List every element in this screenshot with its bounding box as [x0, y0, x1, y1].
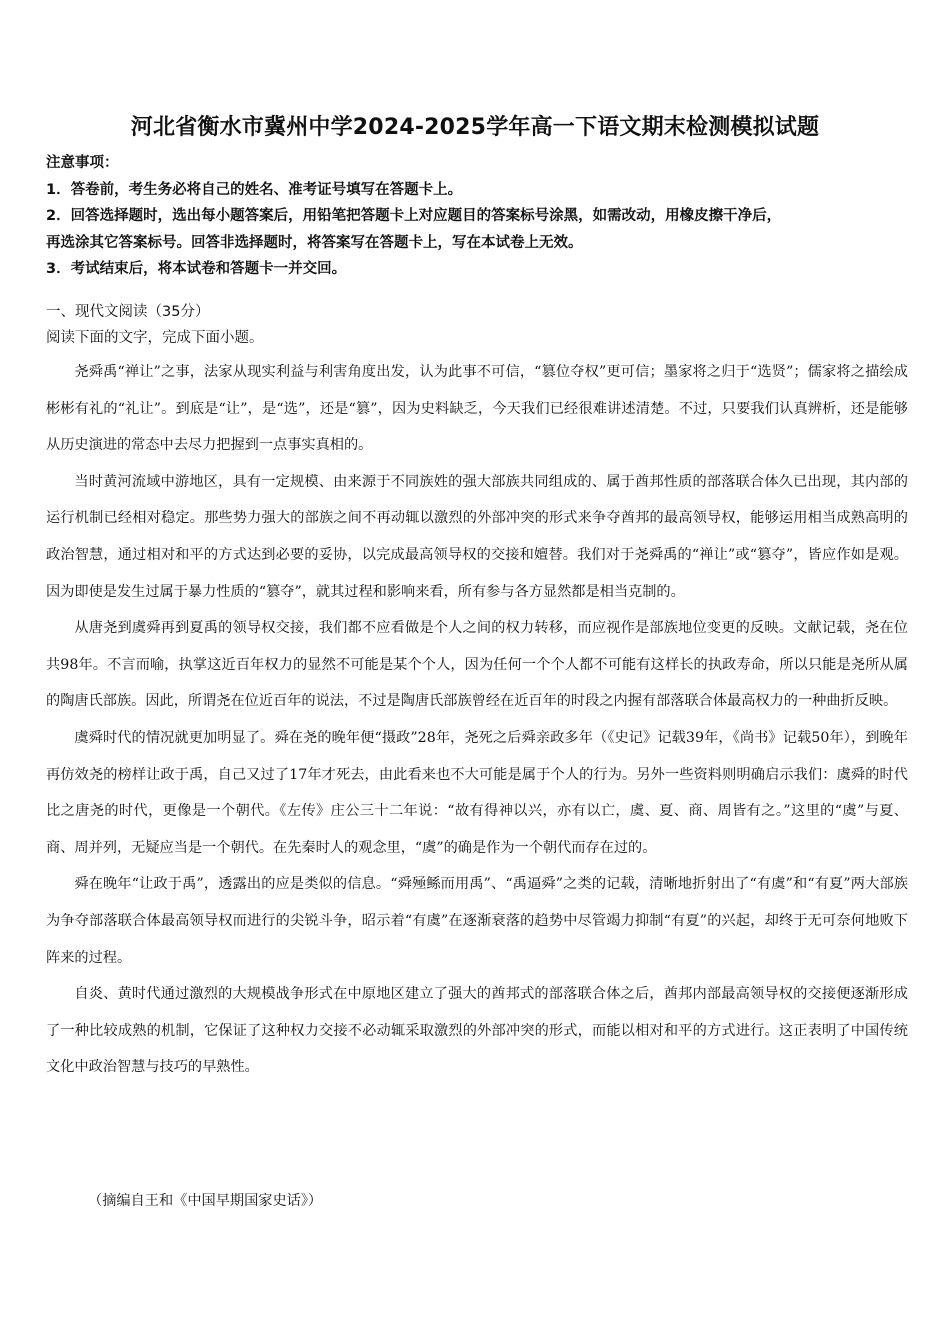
- section-header: [46, 299, 916, 351]
- page-title: 河北省衡水市冀州中学2024-2025学年高一下语文期末检测模拟试题: [130, 115, 820, 140]
- section-instruction: 阅读下面的文字，完成下面小题。: [46, 330, 264, 346]
- passage-paragraph-3: 从唐尧到虞舜再到夏禹的领导权交接，我们都不应看做是个人之间的权力转移，而应视作是部族地位变更的反映。文献记载，尧在位共98年。不言而喻，执掌这近百年权力的显然不可能是某个个人，因为任何一个个人都不可能有这样长的执政寿命，所以只能是尧所从属的陶唐氏部族。因此，所谓尧在位近百年的说法，不过是陶唐氏部族曾经在近百年的时段之内握有部落联合体最高权力的一种曲折反映。: [46, 620, 908, 710]
- passage-paragraph-5: 舜在晚年“让政于禹”，透露出的应是类似的信息。“舜殛鲧而用禹”、“禹逼舜”之类的记载，清晰地折射出了“有虞”和“有夏”两大部族为争夺部落联合体最高领导权而进行的尖锐斗争，昭示着“有虞”在逐渐衰落的趋势中尽管竭力抑制“有夏”的兴起，却终于无可奈何地败下阵来的过程。: [46, 876, 908, 966]
- passage-source: （摘编自王和《中国早期国家史话》）: [88, 1193, 323, 1209]
- notice-item-1: 1．答卷前，考生务必将自己的姓名、准考证号填写在答题卡上。: [46, 181, 463, 198]
- notice-heading: 注意事项：: [46, 155, 119, 171]
- notice-item-3: 3．考试结束后，将本试卷和答题卡一并交回。: [46, 261, 347, 277]
- passage-paragraph-2: 当时黄河流域中游地区，具有一定规模、由来源于不同族姓的强大部族共同组成的、属于酋邦性质的部落联合体久已出现，其内部的运行机制已经相对稳定。那些势力强大的部族之间不再动辄以激烈的外部冲突的形式来争夺酋邦的最高领导权，能够运用相当成熟高明的政治智慧，通过相对和平的方式达到必要的妥协，以完成最高领导权的交接和嬗替。我们对于尧舜禹的“禅让”或“篡夺”，皆应作如是观。因为即使是发生过属于暴力性质的“篡夺”，就其过程和影响来看，所有参与各方显然都是相当克制的。: [46, 473, 908, 600]
- passage-paragraph-4: 虞舜时代的情况就更加明显了。舜在尧的晚年便“摄政”28年，尧死之后舜亲政多年（《史记》记载39年，《尚书》记载50年），到晚年再仿效尧的榜样让政于禹，自己又过了17年才死去，由此看来也不大可能是属于个人的行为。另外一些资料则明确启示我们：虞舜的时代比之唐尧的时代，更像是一个朝代。《左传》庄公三十二年说：“故有得神以兴，亦有以亡，虞、夏、商、周皆有之。”这里的“虞”与夏、商、周并列，无疑应当是一个朝代。在先秦时人的观念里，“虞”的确是作为一个朝代而存在过的。: [46, 729, 908, 856]
- passage-paragraph-1: 尧舜禹“禅让”之事，法家从现实利益与利害角度出发，认为此事不可信，“篡位夺权”更可信；墨家将之归于“选贤”；儒家将之描绘成彬彬有礼的“礼让”。到底是“让”，是“选”，还是“篡”，因为史料缺乏，今天我们已经很难讲述清楚。不过，只要我们认真辨析，还是能够从历史演进的常态中去尽力把握到一点事实真相的。: [46, 364, 908, 454]
- notice-block: [46, 150, 916, 283]
- notice-item-2-line-2: 再选涂其它答案标号。回答非选择题时，将答案写在答题卡上，写在本试卷上无效。: [46, 234, 583, 251]
- notice-item-2-line-1: 2．回答选择题时，选出每小题答案后，用铅笔把答题卡上对应题目的答案标号涂黑，如需改动，用橡皮擦干净后，: [46, 208, 782, 224]
- reading-passage: [46, 354, 908, 1086]
- section-heading: 一、现代文阅读（35分）: [46, 304, 210, 320]
- passage-paragraph-6: 自炎、黄时代通过激烈的大规模战争形式在中原地区建立了强大的酋邦式的部落联合体之后，酋邦内部最高领导权的交接便逐渐形成了一种比较成熟的机制，它保证了这种权力交接不必动辄采取激烈的外部冲突的形式，而能以相对和平的方式进行。这正表明了中国传统文化中政治智慧与技巧的早熟性。: [46, 986, 908, 1076]
